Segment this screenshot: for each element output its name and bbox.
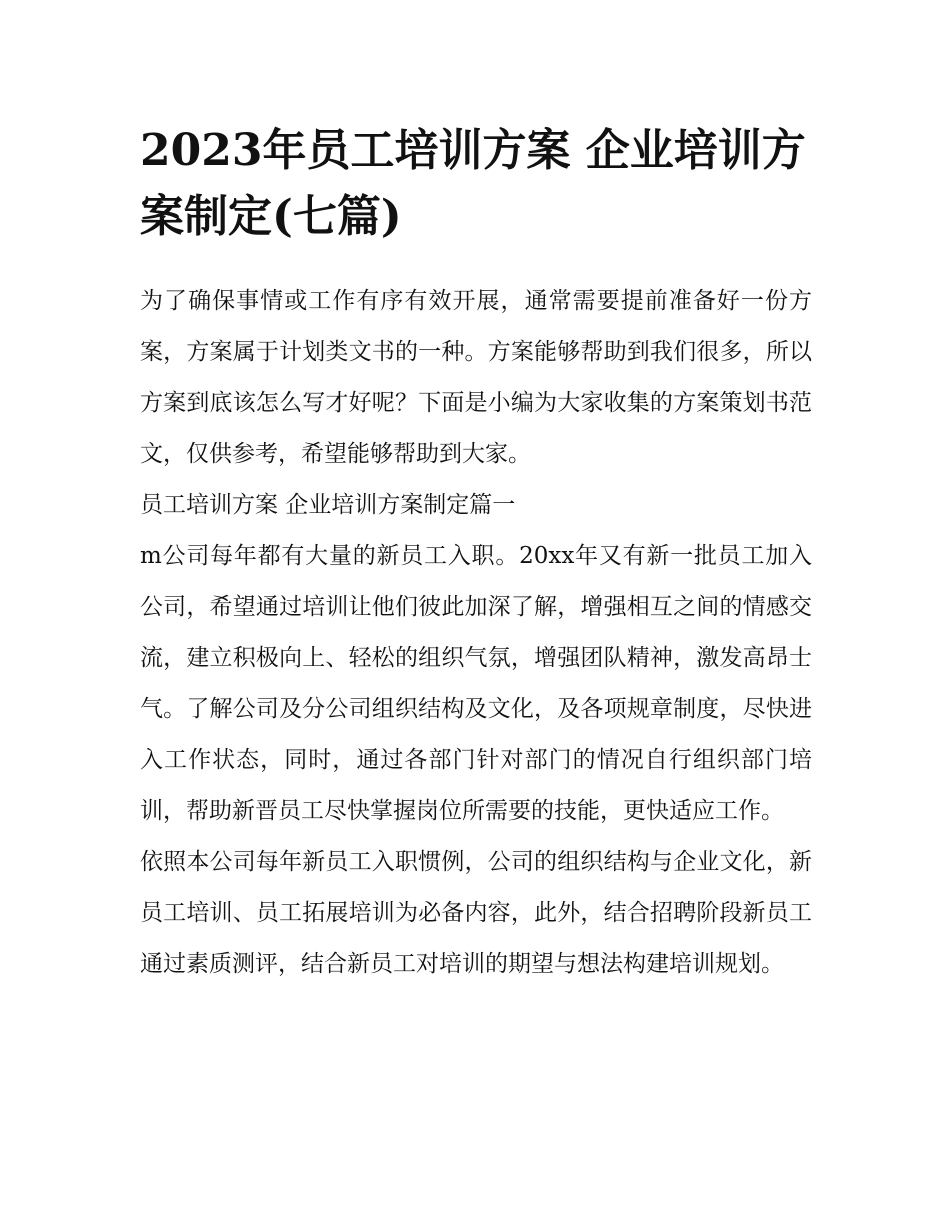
- body-paragraph: m公司每年都有大量的新员工入职。20xx年又有新一批员工加入公司，希望通过培训让他们彼此加深了解，增强相互之间的情感交流，建立积极向上、轻松的组织气氛，增强团队精神，激发高昂士气。了解公司及分公司组织结构及文化，及各项规章制度，尽快进入工作状态，同时，通过各部门针对部门的情况自行组织部门培训，帮助新晋员工尽快掌握岗位所需要的技能，更快适应工作。: [140, 543, 812, 824]
- body-paragraph: 依照本公司每年新员工入职惯例，公司的组织结构与企业文化，新员工培训、员工拓展培训为必备内容，此外，结合招聘阶段新员工通过素质测评，结合新员工对培训的期望与想法构建培训规划。: [140, 849, 812, 977]
- section-heading: 员工培训方案 企业培训方案制定篇一: [140, 492, 516, 518]
- intro-paragraph: 为了确保事情或工作有序有效开展，通常需要提前准备好一份方案，方案属于计划类文书的一种。方案能够帮助到我们很多，所以方案到底该怎么写才好呢？下面是小编为大家收集的方案策划书范文，仅供参考，希望能够帮助到大家。: [140, 288, 812, 467]
- document-title: 2023年员工培训方案 企业培训方案制定(七篇): [140, 125, 806, 242]
- document-body: [140, 276, 812, 990]
